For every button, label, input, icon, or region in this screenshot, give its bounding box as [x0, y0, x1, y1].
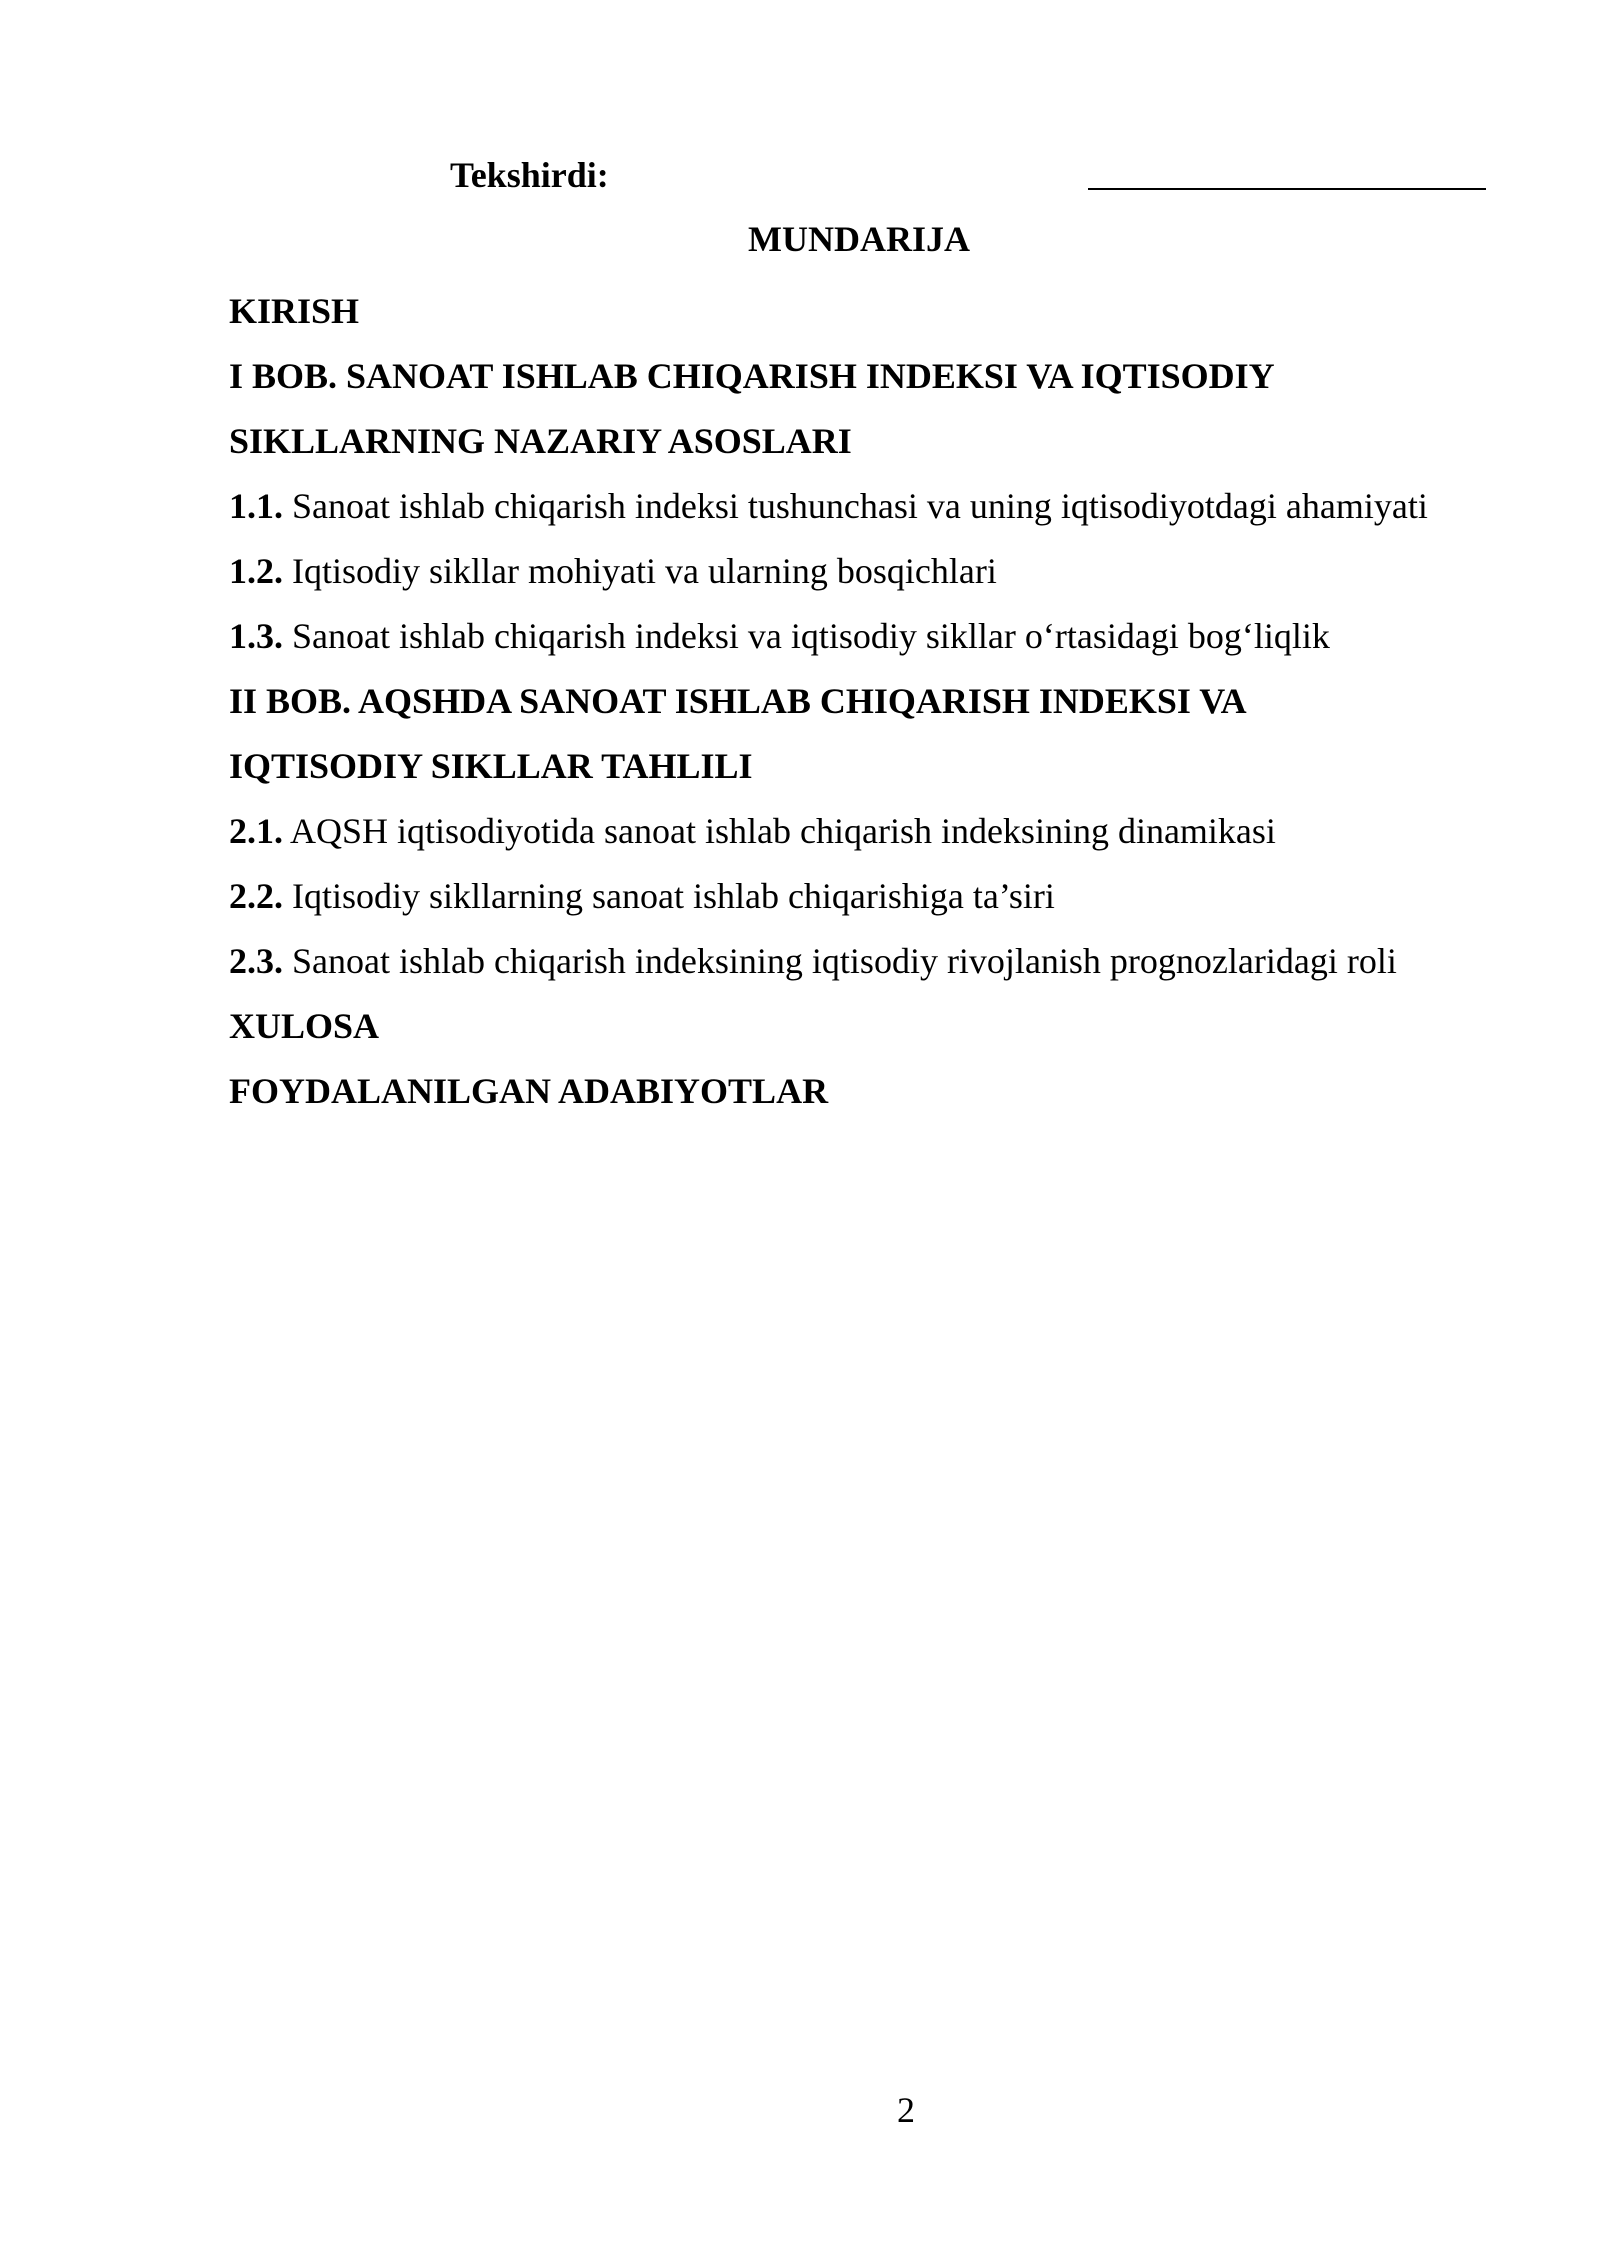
toc-item-text: Iqtisodiy sikllarning sanoat ishlab chiqarishiga ta’siri [283, 876, 1055, 916]
toc-item-number: 2.3. [229, 941, 283, 981]
checked-by-label: Tekshirdi: [450, 155, 609, 195]
toc-item [229, 604, 1529, 669]
toc-heading [229, 409, 1529, 474]
toc-item-number: 1.1. [229, 486, 283, 526]
toc-heading-text: IQTISODIY SIKLLAR TAHLILI [229, 746, 753, 786]
toc-item [229, 929, 1529, 994]
toc-item [229, 864, 1529, 929]
toc-heading [229, 669, 1529, 734]
toc-heading [229, 1059, 1529, 1124]
toc-item-text: Iqtisodiy sikllar mohiyati va ularning bosqichlari [283, 551, 997, 591]
toc-item-text: Sanoat ishlab chiqarish indeksi va iqtisodiy sikllar o‘rtasidagi bog‘liqlik [283, 616, 1330, 656]
toc-heading-text: FOYDALANILGAN ADABIYOTLAR [229, 1071, 829, 1111]
toc-item-text: Sanoat ishlab chiqarish indeksining iqtisodiy rivojlanish prognozlaridagi roli [283, 941, 1397, 981]
toc-item-number: 1.2. [229, 551, 283, 591]
toc-title: MUNDARIJA [748, 219, 970, 259]
page-number: 2 [897, 2090, 915, 2130]
signature-line [1088, 188, 1486, 190]
toc-item-text: Sanoat ishlab chiqarish indeksi tushunchasi va uning iqtisodiyotdagi ahamiyati [283, 486, 1428, 526]
toc-heading [229, 734, 1529, 799]
table-of-contents [229, 279, 1529, 1124]
toc-heading [229, 279, 1529, 344]
toc-heading-text: SIKLLARNING NAZARIY ASOSLARI [229, 421, 852, 461]
toc-item-number: 2.1. [229, 811, 283, 851]
toc-heading [229, 344, 1529, 409]
toc-item-number: 2.2. [229, 876, 283, 916]
toc-item [229, 474, 1529, 539]
toc-heading-text: XULOSA [229, 1006, 380, 1046]
checked-by-row [0, 150, 1600, 200]
toc-item [229, 799, 1529, 864]
toc-item-number: 1.3. [229, 616, 283, 656]
toc-item [229, 539, 1529, 604]
toc-heading [229, 994, 1529, 1059]
toc-heading-text: KIRISH [229, 291, 360, 331]
toc-item-text: AQSH iqtisodiyotida sanoat ishlab chiqarish indeksining dinamikasi [283, 811, 1276, 851]
toc-heading-text: II BOB. AQSHDA SANOAT ISHLAB CHIQARISH INDEKSI VA [229, 681, 1247, 721]
toc-heading-text: I BOB. SANOAT ISHLAB CHIQARISH INDEKSI VA IQTISODIY [229, 356, 1275, 396]
